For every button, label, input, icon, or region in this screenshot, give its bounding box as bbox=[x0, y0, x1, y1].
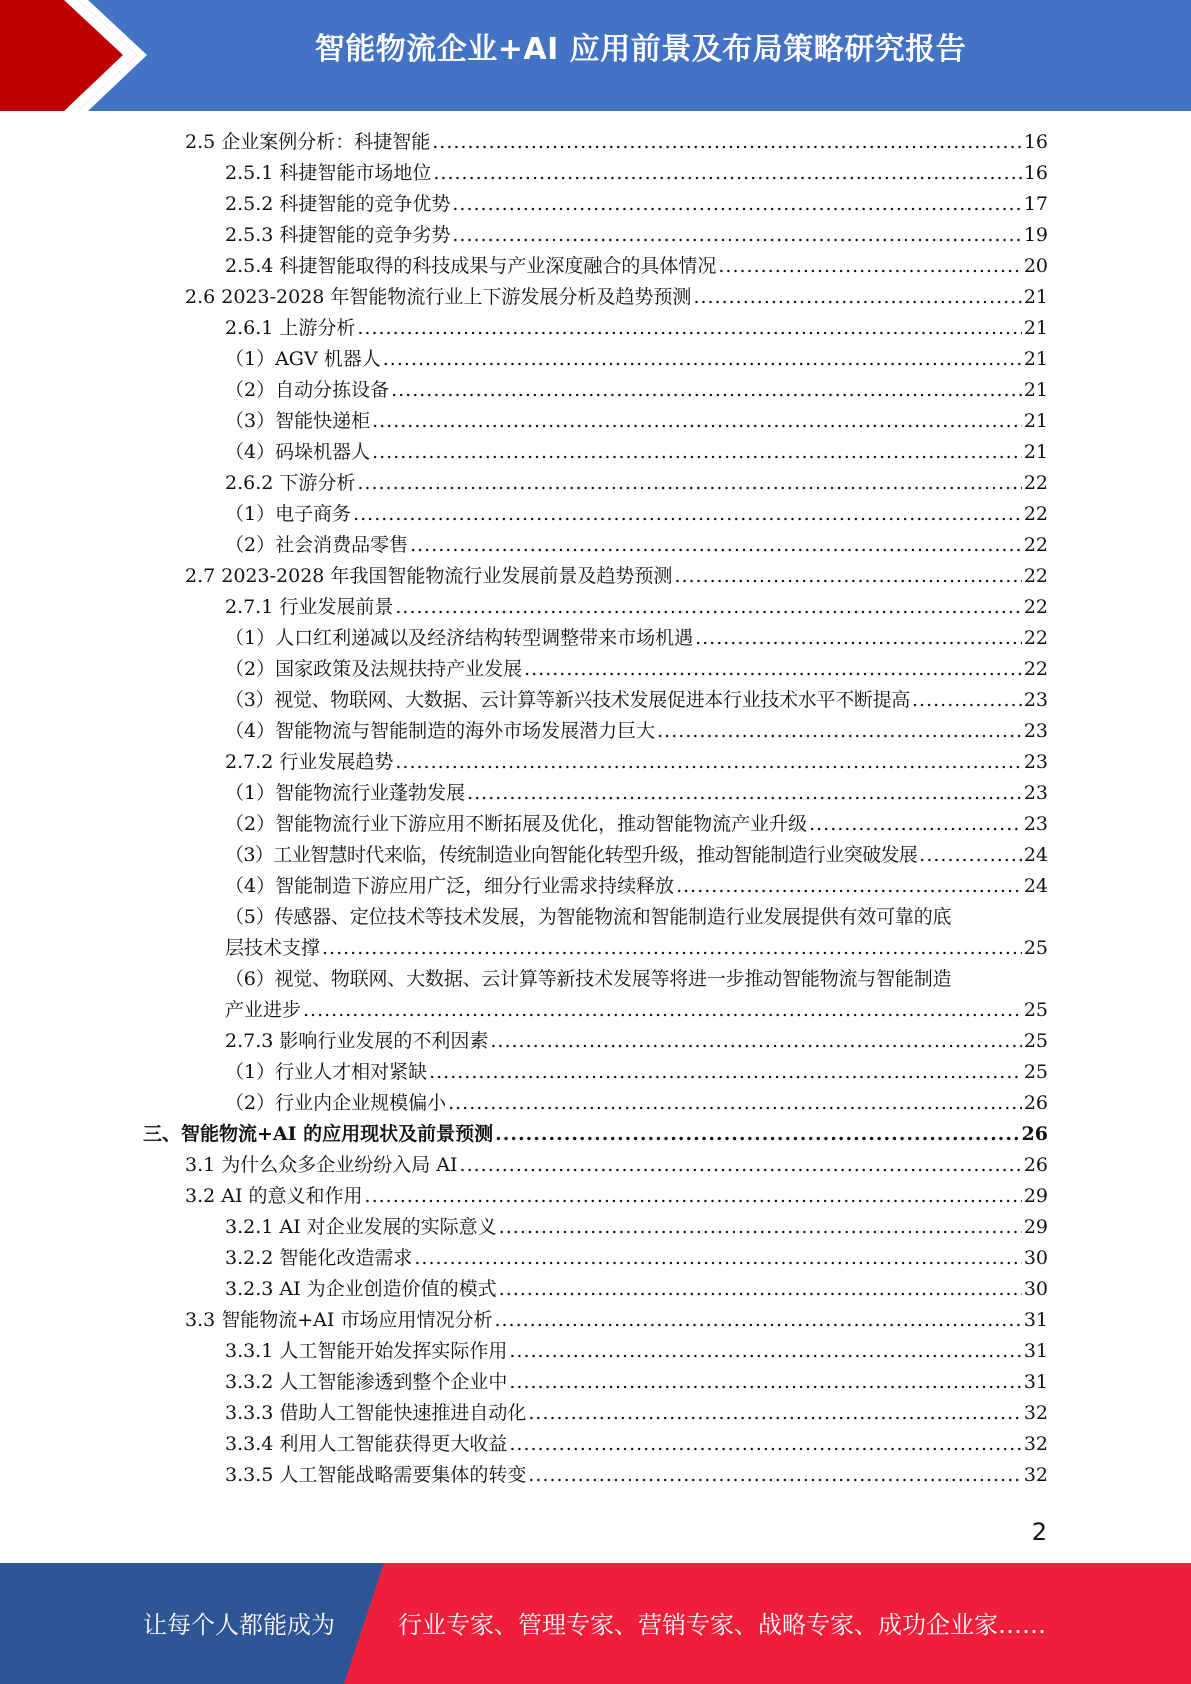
toc-entry-title: 2.7 2023-2028 年我国智能物流行业发展前景及趋势预测 bbox=[185, 565, 673, 587]
toc-entry[interactable] bbox=[225, 995, 1048, 1026]
toc-entry-title: （6）视觉、物联网、大数据、云计算等新技术发展等将进一步推动智能物流与智能制造 bbox=[225, 968, 952, 990]
toc-entry[interactable] bbox=[225, 468, 1048, 499]
toc-entry[interactable] bbox=[225, 1274, 1048, 1305]
toc-entry-page: 21 bbox=[1023, 379, 1048, 401]
toc-entry-title: 2.7.3 影响行业发展的不利因素 bbox=[225, 1030, 489, 1052]
toc-entry[interactable] bbox=[225, 189, 1048, 220]
toc-entry[interactable] bbox=[225, 716, 1048, 747]
toc-entry-page: 23 bbox=[1023, 720, 1048, 742]
toc-entry-title: （4）智能物流与智能制造的海外市场发展潜力巨大 bbox=[225, 720, 656, 742]
toc-entry-chapter[interactable] bbox=[143, 1119, 1048, 1150]
toc-entry-page: 22 bbox=[1023, 627, 1048, 649]
toc-entry[interactable] bbox=[225, 809, 1048, 840]
toc-entry[interactable] bbox=[225, 1336, 1048, 1367]
toc-entry-page: 31 bbox=[1023, 1340, 1048, 1362]
toc-entry[interactable] bbox=[225, 592, 1048, 623]
toc-entry-title: 3.2.3 AI 为企业创造价值的模式 bbox=[225, 1278, 497, 1300]
toc-entry[interactable] bbox=[225, 1026, 1048, 1057]
toc-entry-page: 21 bbox=[1023, 286, 1048, 308]
toc-entry-page: 22 bbox=[1023, 472, 1048, 494]
toc-entry-page: 17 bbox=[1023, 193, 1048, 215]
toc-entry[interactable] bbox=[225, 1212, 1048, 1243]
toc-entry-page: 30 bbox=[1023, 1247, 1048, 1269]
toc-entry-page: 22 bbox=[1023, 503, 1048, 525]
toc-entry-title: 2.5.1 科捷智能市场地位 bbox=[225, 162, 432, 184]
toc-entry[interactable] bbox=[225, 778, 1048, 809]
toc-entry-page: 21 bbox=[1023, 317, 1048, 339]
toc-entry-page: 32 bbox=[1023, 1433, 1048, 1455]
toc-entry-page: 20 bbox=[1023, 255, 1048, 277]
toc-entry-page: 25 bbox=[1023, 1061, 1048, 1083]
toc-entry[interactable] bbox=[185, 1181, 1048, 1212]
toc-entry[interactable] bbox=[225, 251, 1048, 282]
page-footer bbox=[0, 1563, 1191, 1684]
toc-entry[interactable] bbox=[185, 282, 1048, 313]
toc-entry-page: 30 bbox=[1023, 1278, 1048, 1300]
toc-entry-page: 26 bbox=[1023, 1092, 1048, 1114]
toc-entry-page: 25 bbox=[1023, 937, 1048, 959]
toc-entry-title: （2）自动分拣设备 bbox=[225, 379, 390, 401]
toc-entry[interactable] bbox=[225, 840, 1048, 871]
toc-entry-title: 2.7.2 行业发展趋势 bbox=[225, 751, 394, 773]
toc-entry-page: 24 bbox=[1023, 844, 1048, 866]
toc-entry-title: 2.6.2 下游分析 bbox=[225, 472, 356, 494]
toc-entry-page: 23 bbox=[1023, 782, 1048, 804]
toc-entry-title: 3.3.4 利用人工智能获得更大收益 bbox=[225, 1433, 508, 1455]
toc-entry-title: 2.6.1 上游分析 bbox=[225, 317, 356, 339]
page-number: 2 bbox=[1031, 1518, 1047, 1546]
toc-entry-title: 3.1 为什么众多企业纷纷入局 AI bbox=[185, 1154, 458, 1176]
toc-entry-title: 2.5.3 科捷智能的竞争劣势 bbox=[225, 224, 451, 246]
toc-entry-title: （5）传感器、定位技术等技术发展，为智能物流和智能制造行业发展提供有效可靠的底 bbox=[225, 906, 952, 928]
toc-entry-page: 23 bbox=[1023, 689, 1048, 711]
page-header bbox=[0, 0, 1191, 111]
toc-entry[interactable] bbox=[225, 871, 1048, 902]
toc-entry-title: （3）智能快递柜 bbox=[225, 410, 371, 432]
toc-entry-title: 3.3.2 人工智能渗透到整个企业中 bbox=[225, 1371, 508, 1393]
toc-entry[interactable] bbox=[225, 1460, 1048, 1491]
toc-entry-page: 21 bbox=[1023, 410, 1048, 432]
toc-entry-page: 24 bbox=[1023, 875, 1048, 897]
toc-entry-title: （4）智能制造下游应用广泛，细分行业需求持续释放 bbox=[225, 875, 675, 897]
toc-entry-page: 22 bbox=[1023, 565, 1048, 587]
toc-entry-title: 2.5.2 科捷智能的竞争优势 bbox=[225, 193, 451, 215]
toc-entry[interactable] bbox=[185, 1150, 1048, 1181]
toc-entry[interactable] bbox=[225, 375, 1048, 406]
toc-entry[interactable] bbox=[225, 1088, 1048, 1119]
toc-entry-title: （1）行业人才相对紧缺 bbox=[225, 1061, 428, 1083]
toc-entry[interactable] bbox=[225, 313, 1048, 344]
toc-entry[interactable] bbox=[185, 1305, 1048, 1336]
toc-entry-page: 21 bbox=[1023, 348, 1048, 370]
toc-entry[interactable] bbox=[225, 964, 1048, 995]
toc-entry[interactable] bbox=[225, 1429, 1048, 1460]
toc-entry-page: 29 bbox=[1023, 1216, 1048, 1238]
toc-entry-title: （3）视觉、物联网、大数据、云计算等新兴技术发展促进本行业技术水平不断提高 bbox=[225, 689, 910, 711]
toc-entry-page: 23 bbox=[1023, 751, 1048, 773]
toc-entry-title: （3）工业智慧时代来临，传统制造业向智能化转型升级，推动智能制造行业突破发展 bbox=[225, 844, 918, 866]
toc-entry[interactable] bbox=[225, 344, 1048, 375]
toc-entry[interactable] bbox=[225, 1057, 1048, 1088]
toc-entry[interactable] bbox=[225, 1398, 1048, 1429]
toc-entry-title: （2）行业内企业规模偏小 bbox=[225, 1092, 447, 1114]
toc-entry-title: 3.3.3 借助人工智能快速推进自动化 bbox=[225, 1402, 527, 1424]
toc-entry-title: （2）智能物流行业下游应用不断拓展及优化，推动智能物流产业升级 bbox=[225, 813, 808, 835]
toc-entry-title: 3.3 智能物流+AI 市场应用情况分析 bbox=[185, 1309, 493, 1331]
toc-entry-page: 25 bbox=[1023, 1030, 1048, 1052]
toc-entry-title: 3.2 AI 的意义和作用 bbox=[185, 1185, 363, 1207]
toc-entry-title: 2.7.1 行业发展前景 bbox=[225, 596, 394, 618]
toc-entry[interactable] bbox=[225, 530, 1048, 561]
footer-slogan-right: 行业专家、管理专家、营销专家、战略专家、成功企业家…… bbox=[398, 1611, 1046, 1639]
toc-entry-title: 3.2.2 智能化改造需求 bbox=[225, 1247, 413, 1269]
toc-entry-page: 25 bbox=[1023, 999, 1048, 1021]
toc-entry-title: 三、智能物流+AI 的应用现状及前景预测 bbox=[143, 1123, 494, 1145]
toc-entry[interactable] bbox=[225, 685, 1048, 716]
toc-entry[interactable] bbox=[185, 561, 1048, 592]
toc-entry-title: （1）AGV 机器人 bbox=[225, 348, 381, 370]
toc-entry-page: 32 bbox=[1023, 1464, 1048, 1486]
toc-entry-page: 29 bbox=[1023, 1185, 1048, 1207]
toc-entry-page: 23 bbox=[1023, 813, 1048, 835]
toc-entry-page: 16 bbox=[1023, 162, 1048, 184]
toc-entry[interactable] bbox=[225, 1243, 1048, 1274]
toc-entry-title: （4）码垛机器人 bbox=[225, 441, 371, 463]
toc-entry-title: 3.2.1 AI 对企业发展的实际意义 bbox=[225, 1216, 497, 1238]
toc-entry[interactable] bbox=[225, 747, 1048, 778]
toc-entry-page: 21 bbox=[1023, 441, 1048, 463]
toc-entry-page: 22 bbox=[1023, 534, 1048, 556]
toc-entry-title: 2.5.4 科捷智能取得的科技成果与产业深度融合的具体情况 bbox=[225, 255, 717, 277]
header-red-chevron-icon bbox=[0, 0, 147, 111]
toc-entry[interactable] bbox=[225, 158, 1048, 189]
toc-entry-title: （2）社会消费品零售 bbox=[225, 534, 409, 556]
toc-entry-page: 19 bbox=[1023, 224, 1048, 246]
toc-entry-title: （1）智能物流行业蓬勃发展 bbox=[225, 782, 466, 804]
toc-entry[interactable] bbox=[225, 902, 1048, 933]
toc-entry-page: 22 bbox=[1023, 596, 1048, 618]
toc-entry-title: （1）人口红利递减以及经济结构转型调整带来市场机遇 bbox=[225, 627, 694, 649]
toc-entry[interactable] bbox=[225, 933, 1048, 964]
footer-slogan-left: 让每个人都能成为 bbox=[143, 1611, 335, 1639]
toc-entry-title: 2.6 2023-2028 年智能物流行业上下游发展分析及趋势预测 bbox=[185, 286, 692, 308]
toc-entry[interactable] bbox=[225, 220, 1048, 251]
toc-entry-title: 层技术支撑 bbox=[225, 937, 321, 959]
toc-entry[interactable] bbox=[185, 127, 1048, 158]
toc-entry[interactable] bbox=[225, 623, 1048, 654]
toc-entry-title: （1）电子商务 bbox=[225, 503, 352, 525]
toc-entry-title: 3.3.1 人工智能开始发挥实际作用 bbox=[225, 1340, 508, 1362]
toc-entry-page: 22 bbox=[1023, 658, 1048, 680]
toc-entry[interactable] bbox=[225, 437, 1048, 468]
toc-entry[interactable] bbox=[225, 406, 1048, 437]
toc-entry-page: 31 bbox=[1023, 1309, 1048, 1331]
toc-entry-page: 16 bbox=[1023, 131, 1048, 153]
page-title: 智能物流企业+AI 应用前景及布局策略研究报告 bbox=[314, 32, 967, 67]
toc-entry-title: （2）国家政策及法规扶持产业发展 bbox=[225, 658, 523, 680]
toc-entry-page: 31 bbox=[1023, 1371, 1048, 1393]
toc-entry-page: 32 bbox=[1023, 1402, 1048, 1424]
toc-entry[interactable] bbox=[225, 499, 1048, 530]
toc-entry[interactable] bbox=[225, 654, 1048, 685]
toc-entry-page: 26 bbox=[1023, 1154, 1048, 1176]
toc-entry-title: 2.5 企业案例分析：科捷智能 bbox=[185, 131, 431, 153]
toc-entry[interactable] bbox=[225, 1367, 1048, 1398]
toc-entry-title: 产业进步 bbox=[225, 999, 302, 1021]
toc-entry-page: 26 bbox=[1021, 1123, 1048, 1145]
toc-entry-title: 3.3.5 人工智能战略需要集体的转变 bbox=[225, 1464, 527, 1486]
